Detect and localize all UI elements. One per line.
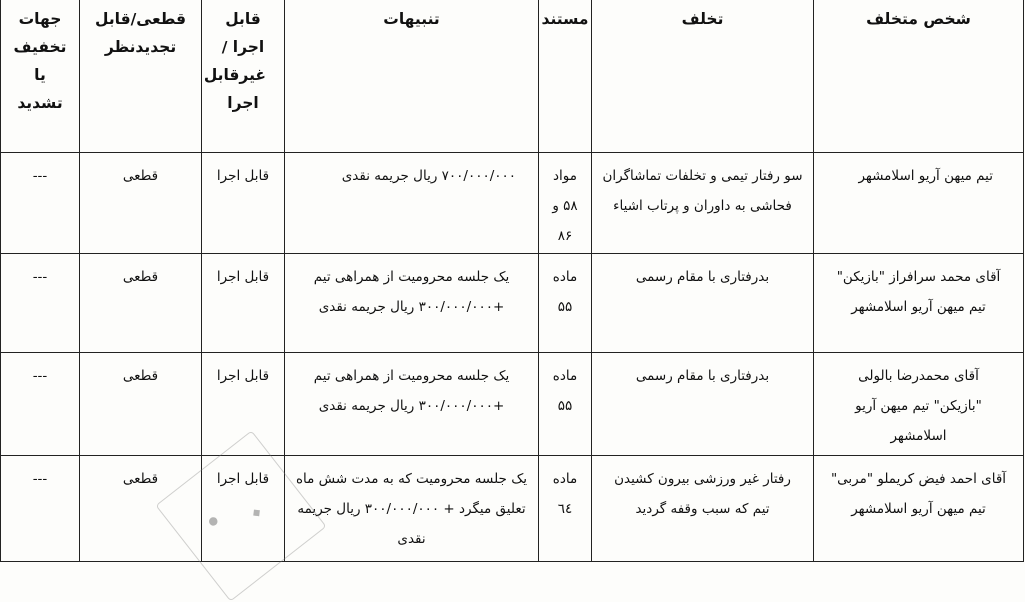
- cell-penalties: یک جلسه محرومیت که به مدت شش ماه تعلیق میگرد + ۳۰۰/۰۰۰/۰۰۰ ریال جریمه نقدی: [285, 456, 539, 562]
- cell-violation: بدرفتاری با مقام رسمی: [592, 254, 814, 353]
- cell-reference: مواد ۵۸ و ۸۶: [539, 153, 592, 254]
- cell-penalties: ۷۰۰/۰۰۰/۰۰۰ ریال جریمه نقدی: [285, 153, 539, 254]
- cell-person: تیم میهن آریو اسلامشهر: [814, 153, 1024, 254]
- cell-enforceability: قابل اجرا: [202, 153, 285, 254]
- col-header-penalties: تنبیهات: [285, 0, 539, 153]
- cell-finality: قطعی: [80, 353, 202, 456]
- cell-finality: قطعی: [80, 153, 202, 254]
- col-header-reference: مستند: [539, 0, 592, 153]
- col-header-violation: تخلف: [592, 0, 814, 153]
- cell-person: آقای محمد سرافراز "بازیکن" تیم میهن آریو اسلامشهر: [814, 254, 1024, 353]
- cell-reference: ماده ٦٤: [539, 456, 592, 562]
- table-row: [1, 353, 1024, 456]
- table-row: [1, 254, 1024, 353]
- table-row: [1, 153, 1024, 254]
- cell-mitigation: ---: [1, 153, 80, 254]
- cell-mitigation: ---: [1, 254, 80, 353]
- cell-enforceability: قابل اجرا: [202, 353, 285, 456]
- faded-stamp-icon: ● ◆: [155, 430, 326, 601]
- col-header-person: شخص متخلف: [814, 0, 1024, 153]
- cell-penalties: یک جلسه محرومیت از همراهی تیم +۳۰۰/۰۰۰/۰۰۰ ریال جریمه نقدی: [285, 353, 539, 456]
- cell-enforceability: قابل اجرا: [202, 456, 285, 562]
- cell-enforceability: قابل اجرا: [202, 254, 285, 353]
- cell-reference: ماده ۵۵: [539, 353, 592, 456]
- col-header-enforceability: قابل اجرا /غیرقابل اجرا: [202, 0, 285, 153]
- col-header-mitigation: جهات تخفیف یا تشدید: [1, 0, 80, 153]
- cell-penalties: یک جلسه محرومیت از همراهی تیم +۳۰۰/۰۰۰/۰۰۰ ریال جریمه نقدی: [285, 254, 539, 353]
- cell-violation: رفتار غیر ورزشی بیرون کشیدن تیم که سبب وقفه گردید: [592, 456, 814, 562]
- cell-violation: بدرفتاری با مقام رسمی: [592, 353, 814, 456]
- cell-finality: قطعی: [80, 254, 202, 353]
- cell-reference: ماده ۵۵: [539, 254, 592, 353]
- cell-finality: قطعی: [80, 456, 202, 562]
- cell-mitigation: ---: [1, 456, 80, 562]
- table-row: [1, 456, 1024, 562]
- cell-person: آقای احمد فیض کریملو "مربی" تیم میهن آریو اسلامشهر: [814, 456, 1024, 562]
- cell-violation: سو رفتار تیمی و تخلفات تماشاگران فحاشی به داوران و پرتاب اشیاء: [592, 153, 814, 254]
- cell-person: آقای محمدرضا بالولی "بازیکن" تیم میهن آریو اسلامشهر: [814, 353, 1024, 456]
- cell-mitigation: ---: [1, 353, 80, 456]
- col-header-finality: قطعی/قابل تجدیدنظر: [80, 0, 202, 153]
- header-row: [1, 0, 1024, 153]
